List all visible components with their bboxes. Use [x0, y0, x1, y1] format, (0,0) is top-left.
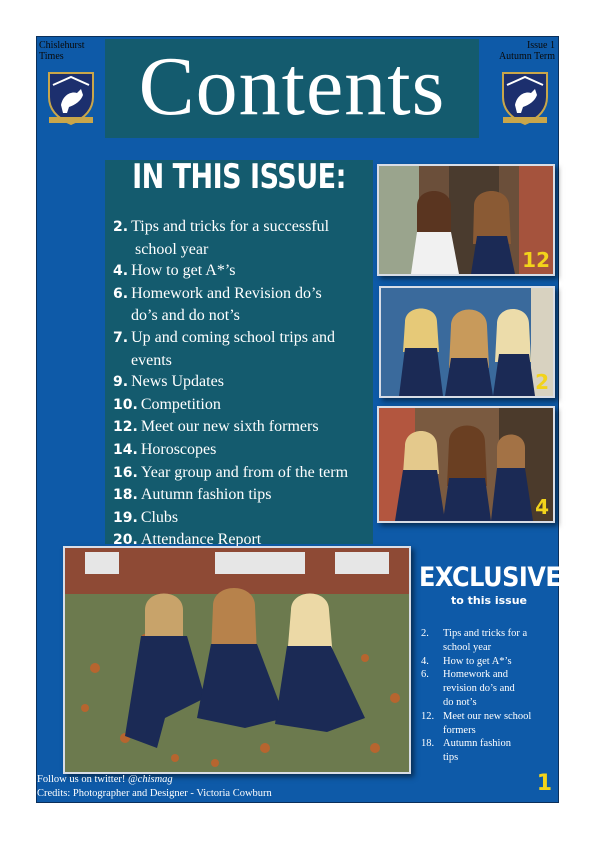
- masthead-publication: [39, 40, 85, 62]
- contents-item[interactable]: 14. Horoscopes: [113, 440, 217, 458]
- publication-name-line1: Chislehurst: [39, 40, 85, 51]
- contents-item[interactable]: 7. Up and coming school trips and events: [113, 328, 336, 369]
- masthead-issue: [499, 40, 555, 62]
- photo-illustration: [65, 548, 409, 772]
- twitter-prefix: Follow us on twitter!: [37, 774, 128, 785]
- school-crest-left-icon: [41, 67, 101, 127]
- twitter-line: [37, 774, 173, 785]
- exclusives-list: [421, 627, 561, 765]
- photo-three-students-tree: [377, 406, 555, 523]
- photo-illustration: [381, 288, 553, 396]
- contents-panel: [105, 158, 373, 549]
- contents-heading: IN THIS ISSUE:: [132, 158, 346, 197]
- contents-item[interactable]: 20. Attendance Report: [113, 531, 262, 549]
- contents-item[interactable]: 19. Clubs: [113, 508, 179, 526]
- exclusives-item[interactable]: 6. Homework and revision do’s and do not’s: [421, 669, 515, 708]
- contents-item[interactable]: 12. Meet our new sixth formers: [113, 418, 319, 436]
- contents-item[interactable]: 16. Year group and from of the term: [113, 463, 349, 481]
- contents-item[interactable]: 6. Homework and Revision do’s do’s and do not’s: [113, 284, 322, 325]
- magazine-page: [36, 36, 579, 803]
- contents-item[interactable]: 18. Autumn fashion tips: [113, 486, 272, 504]
- credits-line: Credits: Photographer and Designer - Victoria Cowburn: [37, 788, 272, 799]
- photo-main-group-leaves: [63, 546, 411, 774]
- photo-two-students-tree: [377, 164, 555, 276]
- photo-illustration: [379, 408, 553, 521]
- page-number: 1: [536, 771, 552, 796]
- page-title: Contents: [138, 40, 446, 133]
- exclusives-item[interactable]: 4. How to get A*’s: [421, 655, 512, 667]
- twitter-handle[interactable]: @chismag: [128, 774, 173, 785]
- contents-item[interactable]: 10. Competition: [113, 395, 221, 413]
- photo-page-tag: 2: [535, 370, 549, 394]
- exclusives-item[interactable]: 18. Autumn fashion tips: [421, 738, 511, 764]
- issue-term: Autumn Term: [498, 51, 555, 62]
- publication-name-line2: Times: [39, 51, 64, 62]
- issue-number: Issue 1: [526, 40, 555, 51]
- exclusives-subheading: to this issue: [450, 594, 528, 607]
- photo-page-tag: 12: [522, 248, 550, 272]
- school-crest-right-icon: [495, 67, 555, 127]
- title-panel: [105, 39, 479, 138]
- contents-item[interactable]: 4. How to get A*’s: [113, 262, 236, 280]
- contents-list: [113, 216, 371, 552]
- photo-three-students-group: [379, 286, 555, 398]
- photo-page-tag: 4: [535, 495, 549, 519]
- exclusives-item[interactable]: 12. Meet our new school formers: [421, 710, 532, 736]
- contents-item[interactable]: 9. News Updates: [113, 373, 224, 391]
- contents-item[interactable]: 2. Tips and tricks for a successful school year: [113, 218, 330, 258]
- exclusives-item[interactable]: 2. Tips and tricks for a school year: [421, 628, 528, 653]
- exclusives-heading: EXCLUSIVES: [419, 561, 579, 593]
